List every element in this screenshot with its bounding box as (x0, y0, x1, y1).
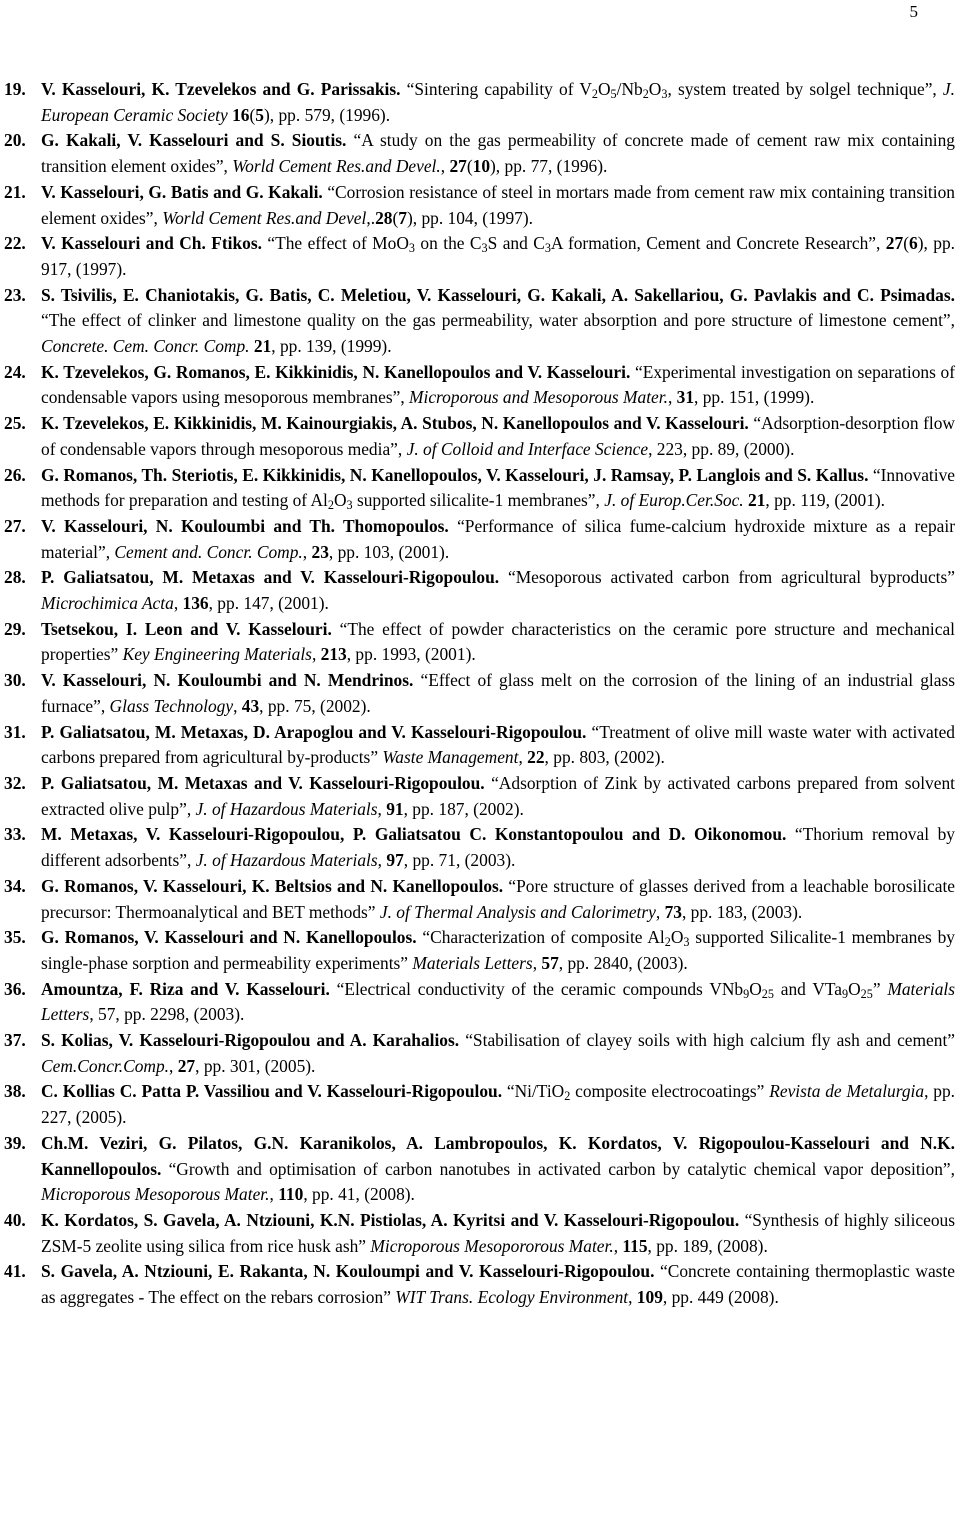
ref-text: A formation, Cement and Concrete Research”, (550, 233, 886, 254)
ref-text: ( (392, 207, 399, 228)
ref-text: , (169, 1055, 178, 1076)
ref-text: “Thorium removal by different adsorbents”, (41, 824, 955, 871)
ref-number: 19. (4, 79, 26, 99)
ref-authors: Tsetsekou, I. Leon and V. Kasselouri. (41, 618, 332, 639)
ref-text: , 57, pp. 2298, (2003). (89, 1004, 245, 1025)
ref-authors: S. Tsivilis, E. Chaniotakis, G. Batis, C. Meletiou, V. Kasselouri, G. Kakali, A. Sakellariou, G. Pavlakis and C. Psimadas. (41, 284, 955, 305)
ref-subscript: 25 (761, 986, 774, 1001)
ref-text: O (597, 79, 611, 99)
ref-text: O (848, 978, 861, 999)
reference-item (4, 1079, 955, 1130)
ref-text: , pp. 183, (2003). (681, 901, 803, 922)
ref-journal: Microchimica Acta (41, 593, 174, 614)
ref-subscript: 25 (860, 986, 873, 1001)
ref-text: , pp. 227, (2005). (41, 1081, 956, 1128)
ref-text: and VTa (773, 978, 843, 999)
ref-journal: World Cement Res.and Devel. (232, 156, 441, 177)
ref-number: 34. (4, 875, 26, 896)
reference-item (4, 1131, 955, 1208)
ref-authors: K. Tzevelekos, E. Kikkinidis, M. Kainourgiakis, A. Stubos, N. Kanellopoulos and V. Kasselouri. (41, 413, 749, 434)
ref-journal: Microporous Mesopororous Mater. (370, 1235, 614, 1256)
ref-volume: 43 (241, 695, 260, 716)
ref-text: , system treated by solgel technique”, (667, 79, 943, 99)
ref-number: 26. (4, 464, 26, 485)
ref-volume: 31 (676, 387, 695, 408)
ref-text: , (667, 387, 677, 408)
ref-body (41, 360, 955, 411)
ref-authors: G. Romanos, V. Kasselouri, K. Beltsios and N. Kanellopoulos. (41, 875, 504, 896)
ref-text: “The effect of clinker and limestone quality on the gas permeability, water absorption and pore structure of limestone cement”, (41, 310, 955, 331)
ref-text: “Characterization of composite Al (416, 927, 665, 948)
ref-text: ( (903, 233, 909, 254)
ref-number: 41. (4, 1261, 26, 1282)
ref-volume: 136 (182, 593, 209, 614)
ref-text: ), pp. 104, (1997). (406, 207, 534, 228)
ref-text: “Synthesis of highly siliceous ZSM-5 zeolite using silica from rice husk ash” (41, 1209, 956, 1256)
ref-journal: Waste Management (382, 747, 519, 768)
ref-journal: Revista de Metalurgia (769, 1081, 925, 1102)
ref-body (41, 822, 955, 873)
ref-number: 25. (4, 413, 26, 434)
ref-body (41, 1131, 955, 1208)
ref-body (41, 617, 955, 668)
reference-item (4, 771, 955, 822)
ref-text: , (628, 1287, 637, 1308)
ref-journal: Materials Letters (412, 952, 533, 973)
ref-text: , pp. 301, (2005). (195, 1055, 316, 1076)
ref-number: 35. (4, 927, 26, 948)
ref-journal: Concrete. Cem. Concr. Comp. (41, 336, 250, 357)
ref-text: , pp. 803, (2002). (544, 747, 665, 768)
ref-authors: K. Tzevelekos, G. Romanos, E. Kikkinidis, N. Kanellopoulos and V. Kasselouri. (41, 361, 631, 382)
ref-text: , (377, 850, 387, 871)
ref-volume: 57 (541, 952, 559, 973)
page-number: 5 (909, 2, 918, 21)
ref-volume: 110 (278, 1184, 304, 1205)
ref-authors: K. Kordatos, S. Gavela, A. Ntziouni, K.N. Pistiolas, A. Kyritsi and V. Kasselouri-Rigopoulou. (41, 1209, 740, 1230)
ref-body (41, 874, 955, 925)
ref-text: , pp. 449 (2008). (662, 1287, 779, 1308)
ref-text: ,. (366, 207, 376, 228)
ref-authors: V. Kasselouri, N. Kouloumbi and Th. Thomopoulos. (41, 515, 449, 536)
ref-body (41, 1028, 955, 1079)
ref-text: , (233, 695, 242, 716)
ref-number: 23. (4, 284, 26, 305)
ref-text: , (302, 541, 312, 562)
ref-journal: Key Engineering Materials (122, 644, 312, 665)
ref-text: supported silicalite-1 membranes”, (352, 490, 605, 511)
ref-journal: World Cement Res.and Devel (162, 207, 367, 228)
ref-volume: 91 (386, 798, 404, 819)
ref-text: , pp. 2840, (2003). (558, 952, 688, 973)
ref-text: , pp. 147, (2001). (208, 593, 329, 614)
ref-number: 38. (4, 1081, 26, 1102)
ref-subscript: 2 (564, 1089, 571, 1104)
ref-volume: 21 (253, 336, 272, 357)
ref-text: “Experimental investigation on separations of condensable vapors using mesoporous membranes”, (41, 361, 956, 408)
ref-authors: S. Gavela, A. Ntziouni, E. Rakanta, N. Kouloumpi and V. Kasselouri-Rigopoulou. (41, 1261, 655, 1282)
ref-text: “Treatment of olive mill waste water with activated carbons prepared from agricultural by-products” (41, 721, 955, 768)
reference-item (4, 77, 955, 128)
ref-volume: 22 (527, 747, 545, 768)
ref-number: 30. (4, 670, 26, 691)
ref-text: , pp. 189, (2008). (647, 1235, 768, 1256)
ref-volume: 73 (664, 901, 682, 922)
ref-authors: P. Galiatsatou, M. Metaxas, D. Arapoglou and V. Kasselouri-Rigopoulou. (41, 721, 587, 742)
ref-volume: 21 (748, 490, 766, 511)
ref-body (41, 180, 955, 231)
ref-subscript: 3 (481, 241, 488, 256)
ref-text: ), pp. 917, (1997). (41, 233, 955, 279)
ref-text: “Concrete containing thermoplastic waste as aggregates - The effect on the rebars corrosion” (41, 1261, 955, 1308)
ref-body (41, 463, 955, 514)
ref-volume: 27 (885, 233, 904, 254)
ref-text: “Electrical conductivity of the ceramic compounds VNb (329, 978, 744, 999)
ref-text: , (532, 952, 542, 973)
ref-number: 27. (4, 515, 26, 536)
ref-authors: V. Kasselouri and Ch. Ftikos. (41, 233, 262, 254)
ref-volume: 23 (311, 541, 329, 562)
reference-item (4, 1208, 955, 1259)
ref-text: composite electrocoatings” (570, 1081, 770, 1102)
ref-text: , (311, 644, 321, 665)
ref-number: 24. (4, 361, 26, 382)
ref-authors: G. Romanos, V. Kasselouri and N. Kanellopoulos. (41, 927, 417, 948)
ref-volume: 97 (386, 850, 404, 871)
ref-text: , (655, 901, 665, 922)
reference-item (4, 1028, 955, 1079)
ref-journal: J. of Hazardous Materials (195, 850, 378, 871)
ref-number: 39. (4, 1132, 26, 1153)
ref-volume: 213 (320, 644, 347, 665)
ref-journal: J. of Thermal Analysis and Calorimetry (379, 901, 656, 922)
ref-text: , pp. 1993, (2001). (346, 644, 476, 665)
ref-journal: Microporous and Mesoporous Mater. (409, 387, 668, 408)
ref-volume: 115 (622, 1235, 648, 1256)
ref-subscript: 9 (842, 986, 849, 1001)
reference-item (4, 617, 955, 668)
ref-authors: V. Kasselouri, G. Batis and G. Kakali. (41, 181, 323, 202)
ref-number: 29. (4, 618, 26, 639)
ref-authors: Ch.M. Veziri, G. Pilatos, G.N. Karanikolos, A. Lambropoulos, K. Kordatos, V. Rigopoulou-Kasselouri and N.K. Kannellopoulos. (41, 1132, 955, 1179)
ref-authors: V. Kasselouri, N. Kouloumbi and N. Mendrinos. (41, 670, 414, 691)
reference-item (4, 822, 955, 873)
reference-item (4, 180, 955, 231)
reference-item (4, 411, 955, 462)
ref-subscript: 2 (642, 87, 649, 102)
ref-authors: P. Galiatsatou, M. Metaxas and V. Kasselouri-Rigopoulou. (41, 772, 485, 793)
ref-text: “Stabilisation of clayey soils with high calcium fly ash and cement” (459, 1030, 955, 1051)
reference-item (4, 1259, 955, 1310)
ref-text: “Adsorption-desorption flow of condensable vapors through mesoporous media”, (41, 413, 955, 459)
ref-text: “Adsorption of Zink by activated carbons prepared from solvent extracted olive pulp”, (41, 772, 955, 819)
ref-subscript: 3 (408, 241, 415, 256)
ref-body (41, 720, 955, 771)
ref-text: , 223, pp. 89, (2000). (648, 438, 795, 459)
ref-text: , pp. 75, (2002). (259, 695, 371, 716)
ref-number: 20. (4, 130, 26, 151)
ref-journal: J. of Colloid and Interface Science (406, 438, 649, 459)
ref-journal: WIT Trans. Ecology Environment (395, 1287, 629, 1308)
reference-item (4, 231, 955, 282)
ref-text: ), pp. 579, (1996). (264, 104, 391, 125)
ref-volume: 109 (636, 1287, 663, 1308)
ref-journal: Cem.Concr.Comp. (41, 1055, 170, 1076)
ref-text: , (613, 1235, 623, 1256)
ref-body (41, 977, 955, 1028)
reference-item (4, 360, 955, 411)
ref-subscript: 9 (743, 986, 750, 1001)
reference-item (4, 977, 955, 1028)
ref-body (41, 1259, 955, 1310)
ref-journal: J. of Europ.Cer.Soc. (604, 490, 744, 511)
ref-text: O (749, 978, 762, 999)
ref-volume: 28 (375, 207, 393, 228)
ref-authors: P. Galiatsatou, M. Metaxas and V. Kasselouri-Rigopoulou. (41, 567, 500, 588)
ref-text: “The effect of powder characteristics on the ceramic pore structure and mechanical properties” (41, 618, 956, 665)
ref-subscript: 3 (661, 87, 668, 102)
ref-text: “Effect of glass melt on the corrosion of the lining of an industrial glass furnace”, (41, 670, 955, 716)
ref-body (41, 231, 955, 282)
ref-volume: 5 (255, 104, 264, 125)
ref-text: , (518, 747, 528, 768)
reference-item (4, 128, 955, 179)
ref-text: , pp. 103, (2001). (328, 541, 450, 562)
ref-subscript: 2 (664, 935, 671, 950)
ref-number: 21. (4, 181, 26, 202)
ref-text: , (377, 798, 387, 819)
ref-authors: S. Kolias, V. Kasselouri-Rigopoulou and A. Karahalios. (41, 1030, 460, 1051)
ref-body (41, 283, 955, 360)
ref-volume: 10 (472, 156, 491, 177)
ref-text: “Innovative methods for preparation and testing of Al (41, 464, 955, 511)
reference-item (4, 514, 955, 565)
ref-text: “Ni/TiO (502, 1081, 565, 1102)
ref-text: S and C (487, 233, 545, 254)
reference-item (4, 925, 955, 976)
ref-text: on the C (414, 233, 482, 254)
ref-text: “Corrosion resistance of steel in mortars made from cement raw mix containing transition element oxides”, (41, 181, 955, 228)
ref-authors: G. Romanos, Th. Steriotis, E. Kikkinidis, N. Kanellopoulos, V. Kasselouri, J. Ramsay, P. Langlois and S. Kallus. (41, 464, 869, 485)
ref-body (41, 514, 955, 565)
ref-subscript: 5 (610, 87, 617, 102)
ref-volume: 27 (177, 1055, 196, 1076)
ref-text: ( (249, 104, 256, 125)
reference-item (4, 463, 955, 514)
ref-authors: Amountza, F. Riza and V. Kasselouri. (41, 978, 330, 999)
ref-text: “Growth and optimisation of carbon nanotubes in activated carbon by catalytic chemical vapor deposition”, (161, 1158, 955, 1179)
ref-text: “The effect of MoO (261, 233, 409, 254)
ref-text: O (648, 79, 662, 99)
ref-body (41, 668, 955, 719)
ref-text: ), pp. 77, (1996). (490, 156, 608, 177)
ref-body (41, 925, 955, 976)
ref-authors: M. Metaxas, V. Kasselouri-Rigopoulou, P. Galiatsatou C. Konstantopoulou and D. Oikonomou. (41, 824, 787, 845)
ref-subscript: 3 (346, 498, 353, 513)
ref-text: “Pore structure of glasses derived from a leachable borosilicate precursor: Thermoanalytical and BET methods” (41, 875, 955, 922)
reference-item (4, 874, 955, 925)
ref-number: 37. (4, 1030, 26, 1051)
ref-number: 28. (4, 567, 26, 588)
ref-body (41, 128, 955, 179)
ref-body (41, 1208, 955, 1259)
ref-text: “Performance of silica fume-calcium hydroxide mixture as a repair material”, (41, 515, 956, 562)
ref-volume: 16 (232, 104, 250, 125)
ref-text: “Sintering capability of V (400, 79, 592, 99)
ref-volume: 6 (908, 233, 918, 254)
ref-text: “A study on the gas permeability of concrete made of cement raw mix containing transition element oxides”, (41, 130, 956, 177)
ref-authors: V. Kasselouri, K. Tzevelekos and G. Parissakis. (41, 79, 401, 99)
ref-text: , pp. 151, (1999). (694, 387, 815, 408)
ref-journal: J. European Ceramic Society (41, 79, 955, 125)
ref-subscript: 3 (683, 935, 690, 950)
ref-text: “Mesoporous activated carbon from agricultural byproducts” (499, 567, 955, 588)
ref-journal: Materials Letters (41, 978, 955, 1025)
ref-text: supported Silicalite-1 membranes by single-phase sorption and permeability experiments” (41, 927, 955, 973)
ref-number: 31. (4, 721, 26, 742)
ref-text: , pp. 187, (2002). (403, 798, 524, 819)
ref-text: O (333, 490, 347, 511)
ref-authors: C. Kollias C. Patta P. Vassiliou and V. Kasselouri-Rigopoulou. (41, 1081, 503, 1102)
ref-subscript: 3 (544, 241, 551, 256)
ref-text: , pp. 71, (2003). (403, 850, 516, 871)
ref-volume: 7 (398, 207, 407, 228)
reference-item (4, 565, 955, 616)
ref-body (41, 77, 955, 128)
ref-authors: G. Kakali, V. Kasselouri and S. Sioutis. (41, 130, 347, 151)
ref-journal: Glass Technology (109, 695, 234, 716)
ref-journal: Cement and. Concr. Comp. (114, 541, 303, 562)
ref-text: , (440, 156, 450, 177)
ref-body (41, 411, 955, 462)
ref-journal: J. of Hazardous Materials (195, 798, 378, 819)
reference-list (4, 77, 955, 1311)
ref-text: O (670, 927, 684, 948)
reference-item (4, 283, 955, 360)
ref-text: /Nb (616, 79, 643, 99)
ref-text: , pp. 41, (2008). (303, 1184, 415, 1205)
ref-subscript: 2 (327, 498, 334, 513)
ref-body (41, 565, 955, 616)
ref-number: 40. (4, 1209, 26, 1230)
ref-number: 22. (4, 233, 26, 254)
reference-item (4, 668, 955, 719)
ref-text: , pp. 139, (1999). (271, 336, 392, 357)
ref-text: ( (466, 156, 473, 177)
ref-subscript: 2 (591, 87, 598, 102)
ref-body (41, 771, 955, 822)
ref-number: 32. (4, 772, 26, 793)
reference-item (4, 720, 955, 771)
ref-text: , (269, 1184, 279, 1205)
ref-number: 33. (4, 824, 26, 845)
ref-body (41, 1079, 955, 1130)
ref-journal: Microporous Mesoporous Mater. (41, 1184, 270, 1205)
ref-text: ” (872, 978, 888, 999)
ref-number: 36. (4, 978, 26, 999)
ref-text: , pp. 119, (2001). (765, 490, 886, 511)
ref-text: , (173, 593, 183, 614)
ref-volume: 27 (449, 156, 467, 177)
